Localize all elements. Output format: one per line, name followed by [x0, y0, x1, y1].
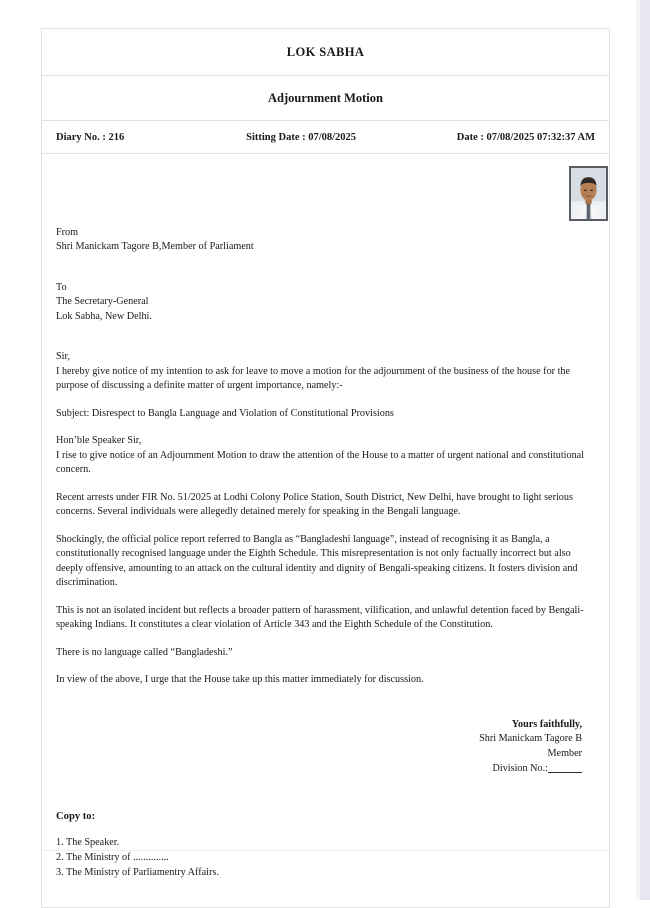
to-block — [56, 281, 595, 324]
signatory-name: Shri Manickam Tagore B — [479, 733, 582, 745]
speaker-salutation-block — [56, 434, 595, 477]
page-title: LOK SABHA — [42, 29, 609, 76]
to-recipient: The Secretary-General — [56, 296, 149, 308]
scrollbar-track[interactable] — [640, 0, 650, 900]
signature-block — [56, 718, 595, 777]
body-paragraph: Shockingly, the official police report referred to Bangla as “Bangladeshi language”, instead of recognising it as Bangla, a constitutionally recognised language under the Eighth Schedule. This misrepresentation is not only factually incorrect but also deeply offensive, amounting to an attack on the cultural identity and dignity of Bengali-speaking citizens. It fosters division and discrimination. — [56, 533, 578, 589]
to-label: To — [56, 281, 67, 293]
signatory-designation: Member — [547, 748, 582, 760]
yours-faithfully: Yours faithfully, — [511, 718, 582, 730]
from-block — [56, 226, 595, 255]
from-label: From — [56, 227, 79, 238]
body-paragraph: This is not an isolated incident but reflects a broader pattern of harassment, vilification, and unlawful detention faced by Bengali-speaking Indians. It constitutes a clear violation of Article 343 and the Eighth Schedule of the Constitution. — [56, 604, 584, 631]
to-address: Lok Sabha, New Delhi. — [56, 310, 152, 322]
division-number-label: Division No.: — [492, 763, 548, 774]
from-name: Shri Manickam Tagore B,Member of Parliament — [56, 241, 254, 253]
speaker-salutation: Hon’ble Speaker Sir, — [56, 435, 142, 447]
sitting-date: Sitting Date : 07/08/2025 — [246, 132, 357, 143]
portrait-photo-icon — [571, 168, 606, 219]
body-paragraph: In view of the above, I urge that the House take up this matter immediately for discussion. — [56, 674, 424, 686]
copy-to-block — [56, 811, 595, 881]
page-break-divider — [41, 850, 610, 851]
copy-to-item: 1. The Speaker. — [56, 836, 120, 848]
member-photo — [569, 166, 608, 221]
diary-number: Diary No. : 216 — [56, 132, 125, 143]
body-paragraph: Recent arrests under FIR No. 51/2025 at Lodhi Colony Police Station, South District, New Delhi, have brought to light serious concerns. Several individuals were allegedly detained merely for speaking in the Bengali language. — [56, 491, 573, 518]
document-date: Date : 07/08/2025 07:32:37 AM — [456, 132, 595, 143]
salutation: Sir, — [56, 351, 71, 363]
document-subtitle: Adjournment Motion — [42, 76, 609, 121]
subject-line: Subject: Disrespect to Bangla Language and Violation of Constitutional Provisions — [56, 407, 394, 419]
copy-to-item: 2. The Ministry of .............. — [56, 852, 169, 864]
adjournment-motion-card — [41, 28, 610, 908]
document-body — [42, 154, 609, 907]
salutation-block — [56, 350, 595, 393]
document-meta-row — [42, 121, 609, 154]
copy-to-item: 3. The Ministry of Parliamentry Affairs. — [56, 867, 219, 879]
division-number-blank[interactable] — [548, 772, 582, 773]
body-paragraph: There is no language called “Bangladeshi.” — [56, 646, 233, 658]
body-paragraph: I rise to give notice of an Adjournment Motion to draw the attention of the House to a matter of urgent national and constitutional concern. — [56, 449, 585, 476]
division-number-line — [56, 762, 582, 777]
intro-paragraph: I hereby give notice of my intention to ask for leave to move a motion for the adjournment of the business of the house for the purpose of discussing a definite matter of urgent importance, namely:- — [56, 365, 571, 392]
copy-to-title: Copy to: — [56, 810, 96, 822]
